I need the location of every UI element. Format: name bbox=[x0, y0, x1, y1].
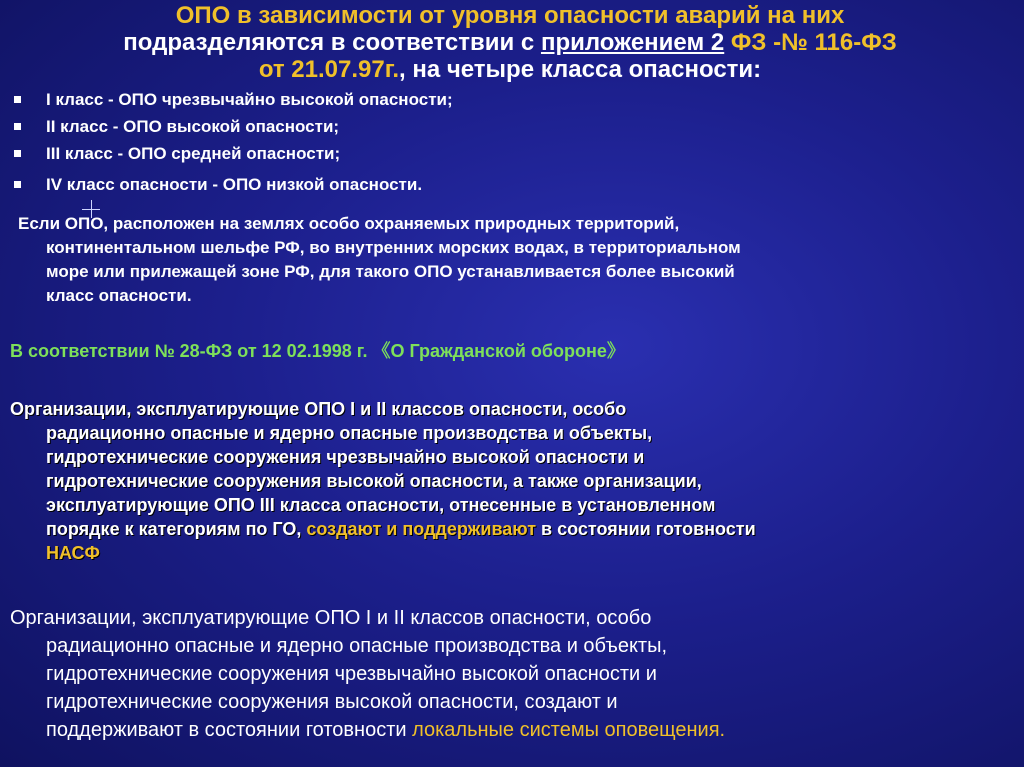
alert-system-paragraph: Организации, эксплуатирующие ОПО I и II классов опасности, особо радиационно опасные и ядерно опасные производства и объекты, гидротехнические сооружения чрезвычайно высокой опасности и гидротехнические сооружения высокой опасности, создают и поддерживают в состоянии готовности локальные системы оповещения. bbox=[10, 607, 726, 741]
title-line-1: ОПО в зависимости от уровня опасности аварий на них bbox=[175, 2, 845, 29]
bullet-square-icon bbox=[14, 123, 21, 130]
slide-title bbox=[60, 2, 960, 83]
bullet-square-icon bbox=[14, 96, 21, 103]
list-item: I класс - ОПО чрезвычайно высокой опасности; bbox=[10, 90, 570, 117]
nasf-paragraph: Организации, эксплуатирующие ОПО I и II классов опасности, особо радиационно опасные и ядерно опасные производства и объекты, гидротехнические сооружения чрезвычайно высокой опасности и гидротехнические сооружения высокой опасности, а также организации, эксплуатирующие ОПО III класса опасности, отнесенные в установленном порядке к категориям по ГО, создают и поддерживают в состоянии готовности НАСФ bbox=[10, 399, 756, 563]
civil-defense-law-heading: В соответствии № 28-ФЗ от 12 02.1998 г. 《О Гражданской обороне》 bbox=[10, 341, 625, 361]
hazard-class-list bbox=[10, 90, 570, 202]
bullet-square-icon bbox=[14, 181, 21, 188]
title-line-3: от 21.07.97г., на четыре класса опасности: bbox=[258, 56, 762, 83]
title-line-2: подразделяются в соответствии с приложением 2 ФЗ -№ 116-ФЗ bbox=[123, 29, 897, 56]
list-item: II класс - ОПО высокой опасности; bbox=[10, 117, 570, 144]
list-item: III класс - ОПО средней опасности; bbox=[10, 144, 570, 171]
bullet-square-icon bbox=[14, 150, 21, 157]
protected-territory-paragraph: Если ОПО, расположен на землях особо охраняемых природных территорий, континентальном шельфе РФ, во внутренних морских водах, в территориальном море или прилежащей зоне РФ, для такого ОПО устанавливается более высокий класс опасности. bbox=[18, 214, 741, 305]
list-item: IV класс опасности - ОПО низкой опасности. bbox=[10, 175, 570, 202]
law-appendix-link[interactable]: приложением 2 bbox=[540, 29, 725, 56]
